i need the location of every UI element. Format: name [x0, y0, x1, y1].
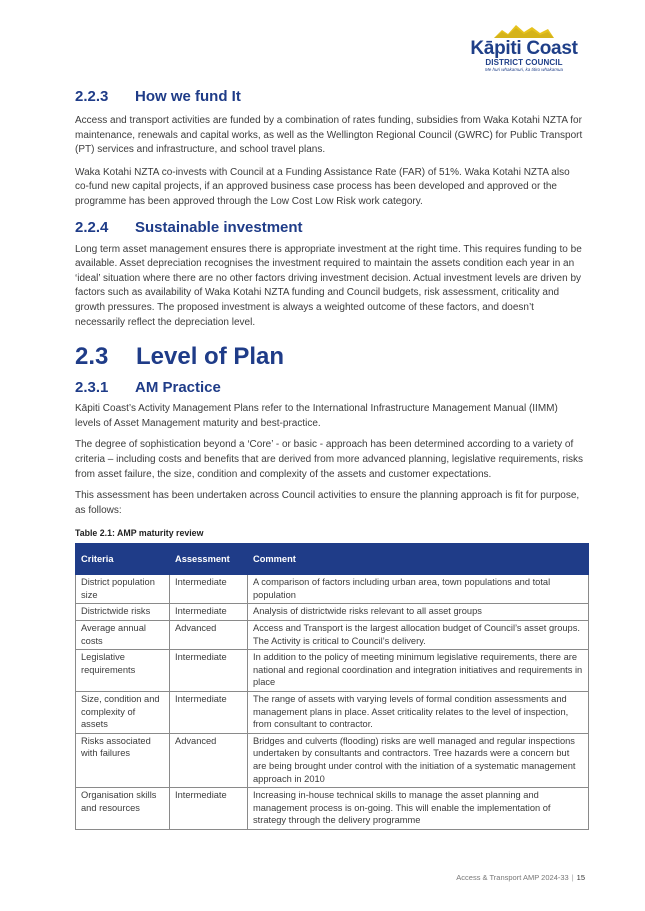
paragraph: This assessment has been undertaken across Council activities to ensure the planning approach is fit for purpose, as follows: — [75, 490, 580, 516]
heading-number: 2.2.4 — [75, 218, 109, 236]
comment-cell: The range of assets with varying levels of formal condition assessments and management plans in place. Asset criticality relates to the level of inspection, from consultant to contractor. — [248, 692, 589, 734]
column-header-criteria: Criteria — [76, 544, 170, 575]
heading-2-2-4 — [75, 219, 585, 236]
heading-title: AM Practice — [135, 379, 221, 397]
table-row — [76, 621, 589, 650]
heading-2-2-3 — [75, 88, 585, 105]
assessment-cell: Intermediate — [170, 650, 248, 692]
table-header-row — [76, 544, 589, 575]
heading-number: 2.3 — [75, 343, 109, 371]
logo-tagline: Me huri whakamuri, ka titiro whakamua — [484, 67, 564, 72]
comment-cell: In addition to the policy of meeting minimum legislative requirements, there are national and regional coordination and integration initiatives and requirements in place — [248, 650, 589, 692]
paragraph: Waka Kotahi NZTA co-invests with Council at a Funding Assistance Rate (FAR) of 51%. Waka Kotahi NZTA also co-fund new capital projects, if an approved business case process has been developed and approved or the programme has been approved through the Low Cost Low Risk work category. — [75, 166, 570, 207]
table-row — [76, 692, 589, 734]
footer-separator: | — [571, 873, 574, 882]
footer-doc-title: Access & Transport AMP 2024-33 — [456, 873, 569, 882]
logo-name: Kāpiti Coast — [470, 38, 578, 59]
paragraph: Kāpiti Coast’s Activity Management Plans refer to the International Infrastructure Management Manual (IIMM) levels of Asset Management maturity and best-practice. — [75, 403, 558, 429]
assessment-cell: Intermediate — [170, 692, 248, 734]
criteria-cell: Legislative requirements — [76, 650, 170, 692]
page-number: 15 — [576, 873, 585, 882]
heading-2-3 — [75, 343, 585, 371]
table-row — [76, 788, 589, 830]
heading-2-3-1 — [75, 379, 585, 396]
column-header-comment: Comment — [248, 544, 589, 575]
heading-title: How we fund It — [135, 88, 241, 105]
paragraph: The degree of sophistication beyond a ‘Core’ - or basic - approach has been determined according to a variety of criteria – including costs and benefits that are derived from more advanced planning, legislative requirements, risks from asset failure, the size, condition and complexity of the assets and customer expectations. — [75, 439, 584, 480]
assessment-cell: Intermediate — [170, 604, 248, 621]
criteria-cell: District population size — [76, 575, 170, 604]
assessment-cell: Advanced — [170, 733, 248, 787]
page-content — [75, 84, 585, 830]
council-logo — [465, 22, 583, 73]
table-row — [76, 733, 589, 787]
table-row — [76, 604, 589, 621]
comment-cell: Analysis of districtwide risks relevant to all asset groups — [248, 604, 589, 621]
amp-maturity-table — [75, 543, 589, 830]
paragraph: Access and transport activities are funded by a combination of rates funding, subsidies from Waka Kotahi NZTA for maintenance, renewals and capital works, as well as the Wellington Regional Council (GWRC) for Public Transport (PT) services and infrastructure, and school travel plans. — [75, 115, 583, 156]
criteria-cell: Average annual costs — [76, 621, 170, 650]
comment-cell: Increasing in-house technical skills to manage the asset planning and management process is on-going. This will enable the implementation of strategy through the delivery programme — [248, 788, 589, 830]
heading-number: 2.3.1 — [75, 379, 109, 397]
criteria-cell: Districtwide risks — [76, 604, 170, 621]
assessment-cell: Intermediate — [170, 575, 248, 604]
comment-cell: Bridges and culverts (flooding) risks are well managed and regular inspections undertaken by consultants and contractors. Tree hazards were a concern but are being brought under control with the initiation of a systematic management approach in 2010 — [248, 733, 589, 787]
criteria-cell: Size, condition and complexity of assets — [76, 692, 170, 734]
heading-number: 2.2.3 — [75, 88, 109, 105]
assessment-cell: Intermediate — [170, 788, 248, 830]
table-caption: Table 2.1: AMP maturity review — [75, 528, 204, 539]
column-header-assessment: Assessment — [170, 544, 248, 575]
comment-cell: Access and Transport is the largest allocation budget of Council’s asset groups. The Activity is critical to Council’s delivery. — [248, 621, 589, 650]
criteria-cell: Risks associated with failures — [76, 733, 170, 787]
table-row — [76, 575, 589, 604]
criteria-cell: Organisation skills and resources — [76, 788, 170, 830]
page-footer — [456, 873, 585, 882]
comment-cell: A comparison of factors including urban area, town populations and total population — [248, 575, 589, 604]
paragraph: Long term asset management ensures there is appropriate investment at the right time. This requires funding to be available. Asset depreciation recognises the investment required to maintain the assets condition each year in an ‘ideal’ situation where there are no other factors driving investment decision. Actual investment levels are driven by factors such as availability of Waka Kotahi NZTA funding and Council budgets, risk assessment, criticality and growth pressures. The proposed investment is always a weighted outcome of these factors, and doesn’t necessarily reflect the depreciation level. — [75, 243, 582, 328]
assessment-cell: Advanced — [170, 621, 248, 650]
heading-title: Level of Plan — [136, 343, 285, 371]
table-row — [76, 650, 589, 692]
logo-subtitle: DISTRICT COUNCIL — [485, 58, 563, 67]
heading-title: Sustainable investment — [135, 218, 303, 236]
